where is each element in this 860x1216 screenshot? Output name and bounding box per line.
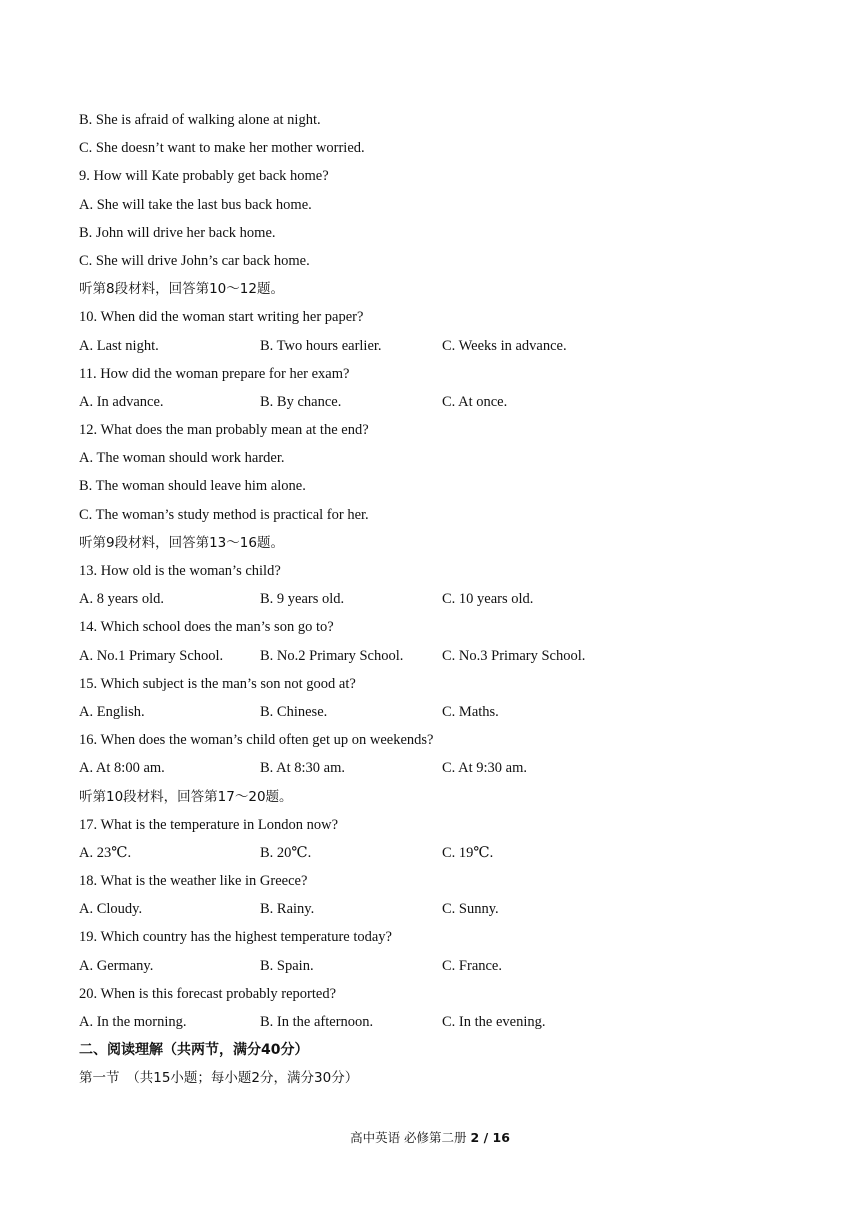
section-intro: 第一节 （共15小题；每小题2分，满分30分） bbox=[79, 1070, 359, 1087]
answer-line: B. She is afraid of walking alone at night. bbox=[79, 112, 321, 128]
answer-option: C. 19℃. bbox=[442, 844, 494, 861]
question-text: 16. When does the woman’s child often get up on weekends? bbox=[79, 732, 434, 749]
answer-line: A. The woman should work harder. bbox=[79, 450, 285, 467]
answer-option: A. In the morning. bbox=[79, 1014, 187, 1030]
question-text: 13. How old is the woman’s child? bbox=[79, 563, 281, 579]
answer-option: B. In the afternoon. bbox=[260, 1014, 374, 1030]
answer-option: C. 10 years old. bbox=[442, 591, 534, 608]
question-text: 20. When is this forecast probably reported? bbox=[79, 985, 337, 1002]
answer-option: C. Sunny. bbox=[442, 901, 499, 918]
answer-option: A. In advance. bbox=[79, 393, 164, 410]
question-text: 17. What is the temperature in London now? bbox=[79, 816, 339, 833]
question-text: 19. Which country has the highest temperature today? bbox=[79, 929, 392, 946]
answer-line: C. The woman’s study method is practical for her. bbox=[79, 506, 369, 523]
question-text: 12. What does the man probably mean at the end? bbox=[79, 422, 369, 439]
answer-option: B. Two hours earlier. bbox=[260, 337, 382, 354]
answer-option: C. No.3 Primary School. bbox=[442, 647, 586, 664]
answer-option: B. At 8:30 am. bbox=[260, 760, 345, 777]
question-text: 9. How will Kate probably get back home? bbox=[79, 168, 329, 185]
answer-option: A. Germany. bbox=[79, 957, 154, 974]
answer-options-row bbox=[79, 754, 779, 782]
answer-line: B. The woman should leave him alone. bbox=[79, 478, 306, 495]
answer-option: A. English. bbox=[79, 703, 145, 720]
question-text: 15. Which subject is the man’s son not good at? bbox=[79, 675, 356, 692]
question-text: 11. How did the woman prepare for her exam? bbox=[79, 365, 350, 382]
answer-line: A. She will take the last bus back home. bbox=[79, 196, 312, 213]
answer-options-row bbox=[79, 839, 779, 867]
answer-option: B. Spain. bbox=[260, 957, 314, 974]
answer-option: C. Weeks in advance. bbox=[442, 337, 567, 354]
answer-option: C. In the evening. bbox=[442, 1014, 546, 1030]
answer-line: C. She doesn’t want to make her mother worried. bbox=[79, 140, 365, 157]
answer-option: C. Maths. bbox=[442, 703, 499, 720]
answer-line: C. She will drive John’s car back home. bbox=[79, 252, 310, 269]
answer-option: B. No.2 Primary School. bbox=[260, 647, 404, 664]
answer-option: A. Last night. bbox=[79, 337, 159, 354]
answer-option: A. At 8:00 am. bbox=[79, 760, 165, 777]
question-text: 18. What is the weather like in Greece? bbox=[79, 873, 308, 890]
answer-option: B. 20℃. bbox=[260, 844, 312, 861]
answer-line: B. John will drive her back home. bbox=[79, 224, 276, 241]
section-heading: 二、阅读理解（共两节，满分40分） bbox=[79, 1042, 309, 1059]
answer-option: C. France. bbox=[442, 957, 502, 974]
answer-option: B. Rainy. bbox=[260, 901, 315, 918]
answer-options-row bbox=[79, 952, 779, 980]
answer-option: B. By chance. bbox=[260, 393, 342, 410]
answer-option: C. At 9:30 am. bbox=[442, 760, 527, 777]
answer-option: A. No.1 Primary School. bbox=[79, 647, 224, 664]
answer-options-row bbox=[79, 642, 779, 670]
page-content bbox=[79, 106, 779, 1093]
page-number: 2 / 16 bbox=[470, 1130, 510, 1145]
answer-option: A. 23℃. bbox=[79, 844, 132, 861]
answer-option: A. 8 years old. bbox=[79, 591, 164, 608]
answer-option: B. 9 years old. bbox=[260, 591, 345, 608]
answer-option: B. Chinese. bbox=[260, 703, 328, 720]
footer-label: 高中英语 必修第二册 bbox=[350, 1130, 467, 1145]
answer-options-row bbox=[79, 585, 779, 613]
section-intro: 听第10段材料，回答第17～20题。 bbox=[79, 788, 293, 805]
section-intro: 听第9段材料，回答第13～16题。 bbox=[79, 534, 284, 551]
question-text: 10. When did the woman start writing her paper? bbox=[79, 309, 364, 326]
answer-options-row bbox=[79, 698, 779, 726]
section-intro: 听第8段材料，回答第10～12题。 bbox=[79, 281, 284, 298]
page-footer bbox=[0, 1128, 860, 1146]
question-text: 14. Which school does the man’s son go to? bbox=[79, 619, 334, 636]
answer-options-row bbox=[79, 332, 779, 360]
answer-options-row bbox=[79, 388, 779, 416]
answer-options-row bbox=[79, 895, 779, 923]
answer-option: C. At once. bbox=[442, 393, 508, 410]
answer-option: A. Cloudy. bbox=[79, 901, 143, 918]
answer-options-row bbox=[79, 1008, 779, 1036]
